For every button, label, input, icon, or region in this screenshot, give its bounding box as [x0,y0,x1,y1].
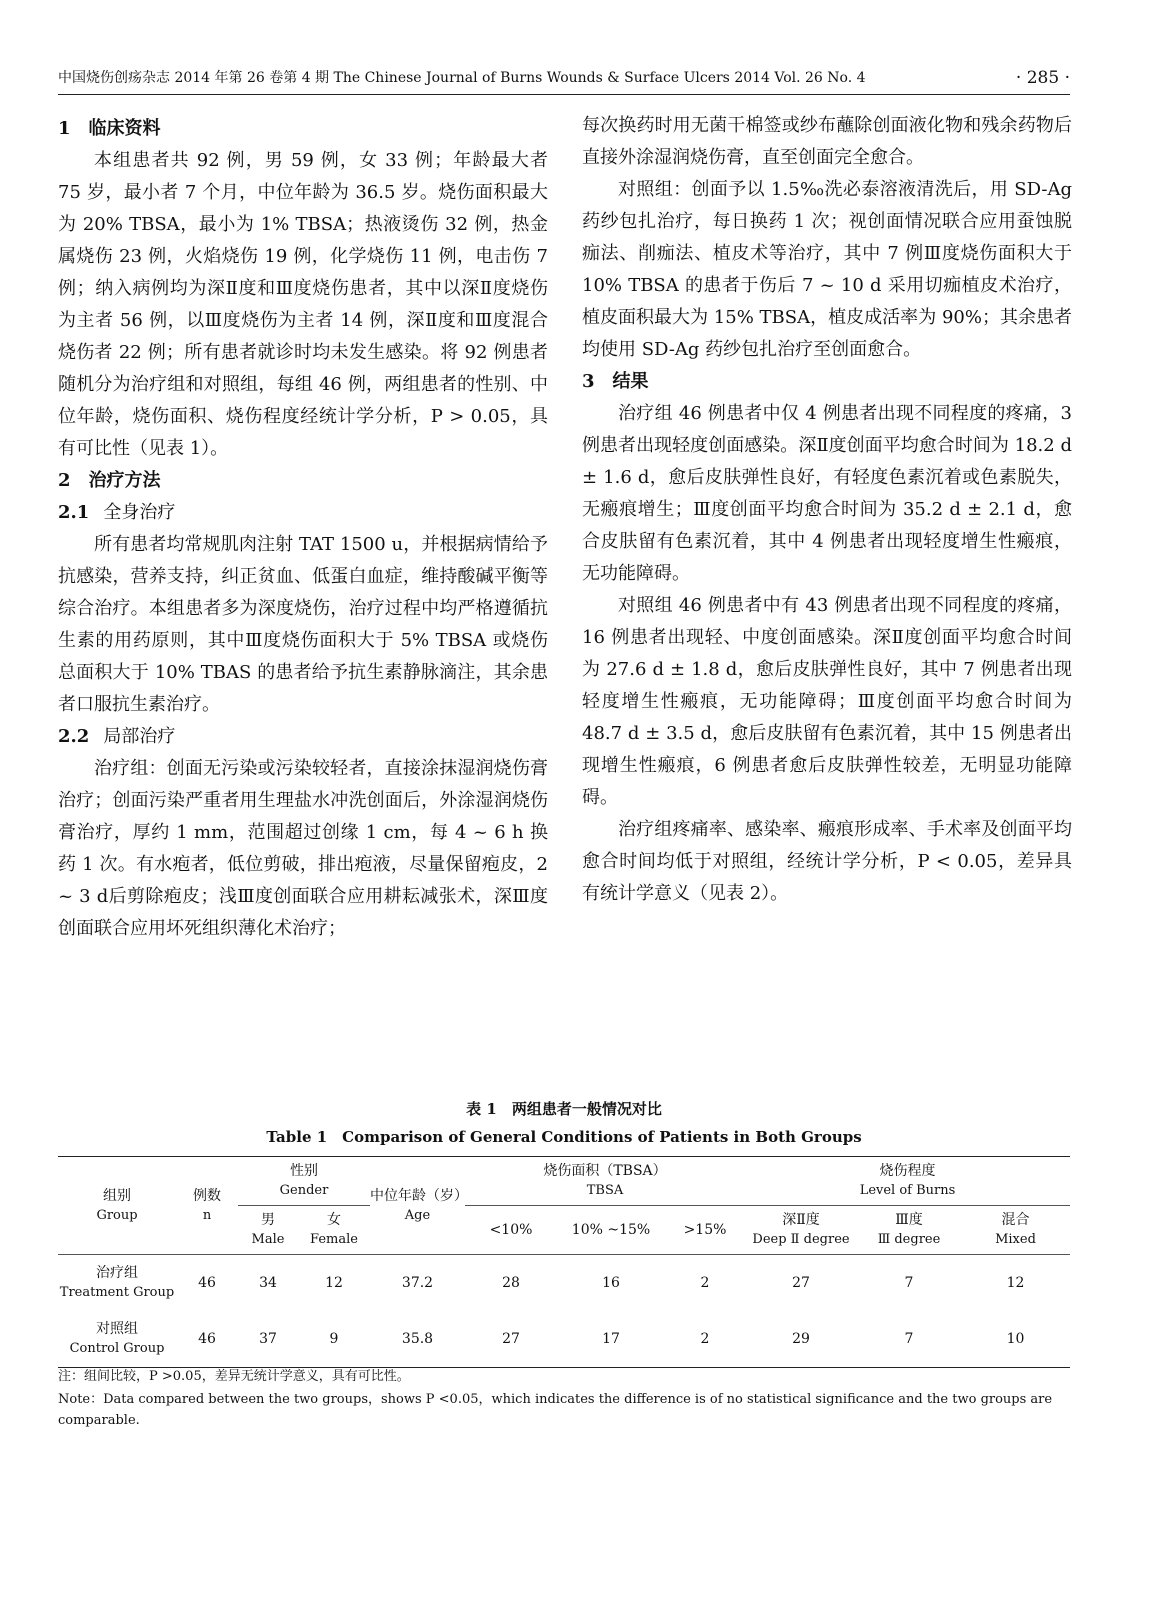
th-10-15: 10% ~15% [557,1206,665,1255]
cell-gt15: 2 [700,1330,710,1347]
th-age: 中位年龄（岁） Age [370,1157,465,1255]
th-lt10: <10% [465,1206,557,1255]
section-heading-2: 2 治疗方法 [58,470,161,491]
right-column [582,110,1072,910]
cell-n: 46 [198,1274,216,1291]
cell-10-15: 17 [602,1330,620,1347]
section-heading-3: 3 结果 [582,371,649,392]
paragraph-clinical-data: 本组患者共 92 例，男 59 例，女 33 例；年龄最大者 75 岁，最小者 7 个月，中位年龄为 36.5 岁。烧伤面积最大为 20% TBSA，最小为 1% TBSA；热液烫伤 32 例，热金属烧伤 23 例，火焰烧伤 19 例，化学烧伤 11 例，电击伤 7 例；纳入病例均为深Ⅱ度和Ⅲ度烧伤患者，其中以深Ⅱ度烧伤为主者 56 例，以Ⅲ度烧伤为主者 14 例，深Ⅱ度和Ⅲ度混合烧伤者 22 例；所有患者就诊时均未发生感染。将 92 例患者随机分为治疗组和对照组，每组 46 例，两组患者的性别、中位年龄，烧伤面积、烧伤程度经统计学分析，P > 0.05，具有可比性（见表 1）。 [58,150,548,459]
cell-10-15: 16 [602,1274,620,1291]
left-column [58,113,548,945]
table-note-zh: 注：组间比较，P >0.05，差异无统计学意义，具有可比性。 [58,1369,410,1384]
cell-gt15: 2 [700,1274,710,1291]
cell-deep2: 27 [792,1274,810,1291]
paragraph-treatment-group: 治疗组：创面无污染或污染较轻者，直接涂抹湿润烧伤膏治疗；创面污染严重者用生理盐水冲洗创面后，外涂湿润烧伤膏治疗，厚约 1 mm，范围超过创缘 1 cm，每 4 ~ 6 h 换药 1 次。有水疱者，低位剪破，排出疱液，尽量保留疱皮，2 ~ 3 d后剪除疱皮；浅Ⅲ度创面联合应用耕耘减张术，深Ⅲ度创面联合应用坏死组织薄化术治疗； [58,758,548,939]
general-conditions-table [58,1156,1070,1368]
cell-age: 35.8 [401,1330,434,1347]
subsection-heading-2-2: 2.2 局部治疗 [58,726,176,747]
cell-deg3: 7 [904,1330,914,1347]
th-gt15: >15% [665,1206,745,1255]
th-n: 例数 n [176,1157,238,1255]
th-male: 男 Male [238,1206,298,1255]
cell-male: 37 [259,1330,277,1347]
cell-mixed: 10 [1006,1330,1025,1347]
table-note-en: Note：Data compared between the two groups，shows P <0.05，which indicates the difference is of no statistical significance and the two groups are comparable. [58,1392,1053,1428]
cell-lt10: 27 [502,1330,520,1347]
page-number: · 285 · [1015,68,1070,88]
cell-female: 12 [325,1274,343,1291]
th-female: 女 Female [298,1206,370,1255]
th-gender: 性别 Gender [238,1157,370,1206]
cell-n: 46 [198,1330,216,1347]
paragraph-continued: 每次换药时用无菌干棉签或纱布蘸除创面液化物和残余药物后直接外涂湿润烧伤膏，直至创面完全愈合。 [582,115,1072,168]
paragraph-results-treatment: 治疗组 46 例患者中仅 4 例患者出现不同程度的疼痛，3 例患者出现轻度创面感染。深Ⅱ度创面平均愈合时间为 18.2 d ± 1.6 d，愈后皮肤弹性良好，有轻度色素沉着或色素脱失，无瘢痕增生；Ⅲ度创面平均愈合时间为 35.2 d ± 2.1 d，愈合皮肤留有色素沉着，其中 4 例患者出现轻度增生性瘢痕，无功能障碍。 [582,403,1072,584]
th-tbsa: 烧伤面积（TBSA） TBSA [465,1157,745,1206]
paragraph-control-group: 对照组：创面予以 1.5‰洗必泰溶液清洗后，用 SD-Ag 药纱包扎治疗，每日换药 1 次；视创面情况联合应用蚕蚀脱痂法、削痂法、植皮术等治疗，其中 7 例Ⅲ度烧伤面积大于 10% TBSA 的患者于伤后 7 ~ 10 d 采用切痂植皮术治疗，植皮面积最大为 15% TBSA，植皮成活率为 90%；其余患者均使用 SD-Ag 药纱包扎治疗至创面愈合。 [582,179,1072,360]
cell-age: 37.2 [401,1274,434,1291]
cell-group: 对照组 Control Group [69,1321,165,1356]
section-heading-1: 1 临床资料 [58,118,161,139]
cell-female: 9 [329,1330,339,1347]
table-row-control [58,1311,1070,1368]
paragraph-results-control: 对照组 46 例患者中有 43 例患者出现不同程度的疼痛，16 例患者出现轻、中度创面感染。深Ⅱ度创面平均愈合时间为 27.6 d ± 1.8 d，愈后皮肤弹性良好，其中 7 例患者出现轻度增生性瘢痕，无功能障碍；Ⅲ度创面平均愈合时间为 48.7 d ± 3.5 d，愈后皮肤留有色素沉着，其中 15 例患者出现增生性瘢痕，6 例患者愈后皮肤弹性较差，无明显功能障碍。 [582,595,1072,808]
cell-mixed: 12 [1006,1274,1025,1291]
cell-group: 治疗组 Treatment Group [59,1265,175,1300]
journal-citation: 中国烧伤创疡杂志 2014 年第 26 卷第 4 期 The Chinese Journal of Burns Wounds & Surface Ulcers 2014 Vol. 26 No. 4 [58,70,866,86]
paragraph-results-summary: 治疗组疼痛率、感染率、瘢痕形成率、手术率及创面平均愈合时间均低于对照组，经统计学分析，P < 0.05，差异具有统计学意义（见表 2）。 [582,819,1072,904]
table-row-treatment [58,1255,1070,1312]
cell-male: 34 [259,1274,277,1291]
cell-deep2: 29 [792,1330,810,1347]
th-deep2: 深Ⅱ度 Deep Ⅱ degree [745,1206,857,1255]
running-header [58,64,1070,95]
table-title-zh: 表 1 两组患者一般情况对比 [466,1100,662,1118]
subsection-heading-2-1: 2.1 全身治疗 [58,502,176,523]
table-title-en: Table 1 Comparison of General Conditions of Patients in Both Groups [266,1128,862,1146]
cell-lt10: 28 [502,1274,520,1291]
th-group: 组别 Group [58,1157,176,1255]
th-mixed: 混合 Mixed [961,1206,1070,1255]
cell-deg3: 7 [904,1274,914,1291]
paragraph-systemic-treatment: 所有患者均常规肌肉注射 TAT 1500 u，并根据病情给予抗感染，营养支持，纠正贫血、低蛋白血症，维持酸碱平衡等综合治疗。本组患者多为深度烧伤，治疗过程中均严格遵循抗生素的用药原则，其中Ⅲ度烧伤面积大于 5% TBSA 或烧伤总面积大于 10% TBAS 的患者给予抗生素静脉滴注，其余患者口服抗生素治疗。 [58,534,548,715]
th-deg3: Ⅲ度 Ⅲ degree [857,1206,961,1255]
th-level: 烧伤程度 Level of Burns [745,1157,1070,1206]
